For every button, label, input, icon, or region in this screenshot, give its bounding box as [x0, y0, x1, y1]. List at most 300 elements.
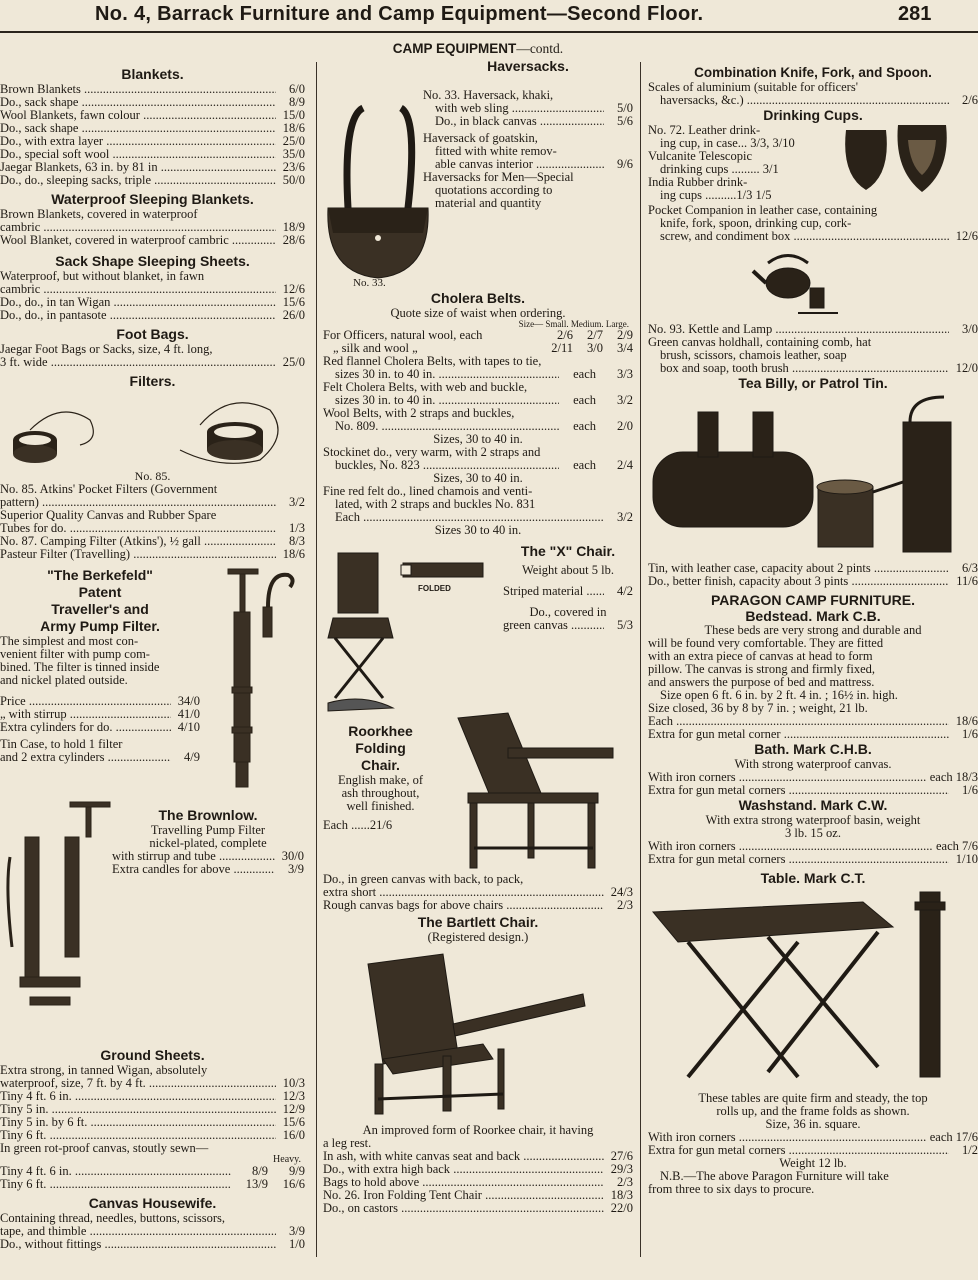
- item-price: 8/9: [252, 1164, 268, 1178]
- price-row: [660, 94, 978, 107]
- item-label: Wool Blanket, covered in waterproof cambric .....: [0, 234, 276, 247]
- text-line: drinking cups ......... 3/1: [660, 162, 779, 176]
- item-price: 6/3: [962, 561, 978, 575]
- text-line: Red flannel Cholera Belts, with tapes to tie,: [323, 354, 542, 368]
- item-label: With iron corners .....: [648, 840, 933, 853]
- column-left: [0, 40, 305, 1251]
- price-list-filters-b: [0, 522, 305, 561]
- price-row: [0, 122, 305, 135]
- item-price: 3/2: [617, 393, 633, 407]
- text-line: Sizes 30 to 40 in.: [434, 523, 522, 537]
- filters-caption: No. 85.: [134, 469, 171, 483]
- item-price: 9/9: [289, 1164, 305, 1178]
- item-price: 28/6: [282, 233, 305, 247]
- item-label: Each .....: [335, 511, 604, 524]
- item-price: 18/6: [282, 121, 305, 135]
- price-row: [0, 148, 305, 161]
- text-line: Weight 12 lb.: [779, 1156, 847, 1170]
- item-label: Bags to hold above .....: [323, 1176, 604, 1189]
- text-line: (Registered design.): [427, 930, 529, 944]
- price-large: 3/4: [617, 341, 633, 355]
- text-line: pillow. The canvas is strong and firmly fixed,: [648, 662, 876, 676]
- text-line: Haversack of goatskin,: [423, 131, 538, 145]
- text-line: These tables are quite firm and steady, the top: [698, 1091, 928, 1105]
- item-price: 35/0: [282, 147, 305, 161]
- price-row: [648, 853, 978, 866]
- heading-berkefeld: "The Berkefeld": [47, 567, 153, 583]
- item-label: 3 ft. wide .....: [0, 356, 276, 369]
- price-row: [648, 575, 978, 588]
- roorkhee-price: Each ......21/6: [323, 818, 393, 832]
- price-list-ground: [0, 1077, 305, 1142]
- item-label: No. 26. Iron Folding Tent Chair .....: [323, 1189, 604, 1202]
- text-line: Superior Quality Canvas and Rubber Spare: [0, 508, 217, 522]
- text-line: fitted with white remov-: [435, 144, 557, 158]
- text-line: lated, with 2 straps and buckles No. 831: [335, 497, 536, 511]
- item-price: 3/9: [289, 1224, 305, 1238]
- contd-label: —contd.: [516, 41, 564, 56]
- text-line: Sizes, 30 to 40 in.: [433, 471, 523, 485]
- item-price: 8/9: [289, 95, 305, 109]
- price-list-tea-billy: [648, 562, 978, 588]
- text-line: N.B.—The above Paragon Furniture will take: [660, 1169, 889, 1183]
- price-row: [0, 1225, 305, 1238]
- text-line: Size closed, 36 by 8 by 7 in. ; weight, 21 lb.: [648, 701, 868, 715]
- price-row: [648, 784, 978, 797]
- text-line: brush, scissors, chamois leather, soap: [660, 348, 847, 362]
- item-price: 12/3: [282, 1089, 305, 1103]
- price-row: [0, 96, 305, 109]
- price-row: [112, 850, 304, 863]
- item-label: Tubes for do. .....: [0, 522, 276, 535]
- heading-roorkhee-3: Chair.: [361, 757, 400, 773]
- heading-blankets: Blankets.: [121, 66, 184, 82]
- kettle-illustration: [648, 243, 978, 323]
- heading-housewife: Canvas Housewife.: [88, 1195, 217, 1211]
- item-price: 34/0: [177, 694, 200, 708]
- price-row: [0, 1116, 305, 1129]
- text-line: quotations according to: [435, 183, 553, 197]
- text-line: Travelling Pump Filter: [150, 823, 266, 837]
- item-price: 18/9: [282, 220, 305, 234]
- item-label: Extra cylinders for do. .....: [0, 721, 171, 734]
- item-price: 18/6: [955, 714, 978, 728]
- haversack-caption: No. 33.: [353, 277, 386, 288]
- text-line: India Rubber drink-: [648, 175, 748, 189]
- item-price: 1/0: [289, 1237, 305, 1251]
- text-line: Vulcanite Telescopic: [648, 149, 753, 163]
- cups-illustration: [836, 120, 956, 198]
- item-price: 2/4: [617, 458, 633, 472]
- price-row: [0, 708, 200, 721]
- item-price: 6/0: [289, 82, 305, 96]
- heading-sack-shape: Sack Shape Sleeping Sheets.: [55, 253, 250, 269]
- price-row: [0, 522, 305, 535]
- item-label: Do., do., sleeping sacks, triple .....: [0, 174, 276, 187]
- text-line: bined. The filter is tinned inside: [0, 660, 160, 674]
- text-line: ing cup, in case... 3/3, 3/10: [660, 136, 795, 150]
- item-label: Do., with extra high back .....: [323, 1163, 604, 1176]
- item-label: Tiny 4 ft. 6 in. .....: [0, 1090, 276, 1103]
- price-row: [323, 1189, 633, 1202]
- item-price: 9/6: [617, 157, 633, 171]
- item-price: 15/6: [282, 1115, 305, 1129]
- item-price: each 7/6: [936, 839, 978, 853]
- text-line: well finished.: [346, 799, 415, 813]
- price-row: [0, 1077, 305, 1090]
- price-list-foot: [0, 356, 305, 369]
- haversack-illustration: [323, 98, 433, 288]
- price-row: [648, 840, 978, 853]
- text-line: Brown Blankets, covered in waterproof: [0, 207, 198, 221]
- item-label: cambric .....: [0, 221, 276, 234]
- heading-bartlett: The Bartlett Chair.: [417, 914, 539, 930]
- price-row: [112, 863, 304, 876]
- item-label: Extra for gun metal corners .....: [648, 1144, 949, 1157]
- item-label: Extra for gun metal corners .....: [648, 784, 949, 797]
- heading-filters: Filters.: [129, 373, 176, 389]
- item-price: 2/3: [617, 898, 633, 912]
- text-line: Jaegar Foot Bags or Sacks, size, 4 ft. long,: [0, 342, 213, 356]
- item-label: Tiny 6 ft. .....: [0, 1129, 276, 1142]
- item-price: 10/3: [282, 1076, 305, 1090]
- haversack-block: [323, 58, 633, 290]
- item-label: Do., in black canvas .....: [435, 115, 604, 128]
- heading-cholera-belts: Cholera Belts.: [430, 290, 526, 306]
- item-label: Tiny 5 in. .....: [0, 1103, 276, 1116]
- text-line: a leg rest.: [323, 1136, 372, 1150]
- text-line: ing cups ..........1/3 1/5: [660, 188, 772, 202]
- item-label: No. 87. Camping Filter (Atkins'), ½ gall .....: [0, 535, 276, 548]
- heading-waterproof-blankets: Waterproof Sleeping Blankets.: [51, 191, 254, 207]
- price-list-waterproof: [0, 221, 305, 247]
- price-list-housewife: [0, 1225, 305, 1251]
- heading-tea-billy: Tea Billy, or Patrol Tin.: [738, 375, 888, 391]
- item-label: No. 93. Kettle and Lamp .....: [648, 323, 949, 336]
- berkefeld-block: [0, 567, 305, 797]
- item-label: Wool Blankets, fawn colour .....: [0, 109, 276, 122]
- item-price: 41/0: [177, 707, 200, 721]
- item-label: pattern) .....: [0, 496, 276, 509]
- text-line: will be found very comfortable. They are fitted: [648, 636, 884, 650]
- item-price: 4/10: [177, 720, 200, 734]
- tea-billy-illustration: [648, 392, 978, 562]
- ground-heavy-label: Heavy.: [273, 1154, 301, 1165]
- price-list-sack: [0, 283, 305, 322]
- price-list-pocket: [648, 230, 978, 243]
- row-label: „ silk and wool „: [333, 342, 418, 355]
- price-list-bath: [648, 771, 978, 797]
- item-price: 5/6: [617, 114, 633, 128]
- item-label: cambric .....: [0, 283, 276, 296]
- price-list-roorkhee: [323, 886, 633, 912]
- price-list-bartlett: [323, 1150, 633, 1215]
- price-list-ground-b: [0, 1165, 305, 1191]
- item-label: able canvas interior .....: [435, 158, 604, 171]
- price-row: [0, 296, 305, 309]
- text-line: Pocket Companion in leather case, containing: [648, 203, 878, 217]
- price-row: [0, 234, 305, 247]
- heading-washstand: Washstand. Mark C.W.: [738, 797, 888, 813]
- item-price: 8/3: [289, 534, 305, 548]
- item-price: 29/3: [610, 1162, 633, 1176]
- item-label: haversacks, &c.) .....: [660, 94, 949, 107]
- roorkhee-illustration: [448, 708, 628, 873]
- pump-filter-illustration: [218, 567, 298, 797]
- heading-berkefeld-2: Patent: [78, 584, 122, 600]
- item-price: 2/6: [962, 93, 978, 107]
- item-label: Do., without fittings .....: [0, 1238, 276, 1251]
- price-row: [503, 585, 633, 598]
- column-middle: [323, 40, 633, 1215]
- item-price: 16/0: [282, 1128, 305, 1142]
- heading-table: Table. Mark C.T.: [760, 870, 866, 886]
- price-row: [0, 695, 200, 708]
- item-price: each: [573, 393, 596, 407]
- price-list-blankets: [0, 83, 305, 187]
- item-price: each 18/3: [929, 770, 978, 784]
- price-list-x-chair-b: [503, 619, 633, 632]
- item-label: box and soap, tooth brush .....: [660, 362, 949, 375]
- text-line: 3 lb. 15 oz.: [785, 826, 841, 840]
- heading-foot-bags: Foot Bags.: [116, 326, 189, 342]
- item-price: 16/6: [282, 1177, 305, 1191]
- item-price: 3/3: [617, 367, 633, 381]
- text-line: knife, fork, spoon, drinking cup, cork-: [660, 216, 852, 230]
- bartlett-chair-illustration: [323, 944, 633, 1124]
- item-label: screw, and condiment box .....: [660, 230, 949, 243]
- price-row: [323, 1163, 633, 1176]
- heading-x-chair: The "X" Chair.: [520, 543, 616, 559]
- price-row: [660, 230, 978, 243]
- item-price: 27/6: [610, 1149, 633, 1163]
- text-line: Size open 6 ft. 6 in. by 2 ft. 4 in. ; 16½ in. high.: [660, 688, 898, 702]
- text-line: Size, 36 in. square.: [765, 1117, 861, 1131]
- price-row: [0, 1090, 305, 1103]
- item-label: and 2 extra cylinders .....: [0, 751, 171, 764]
- item-label: Rough canvas bags for above chairs .....: [323, 899, 604, 912]
- item-label: Do., sack shape .....: [0, 96, 276, 109]
- text-line: rolls up, and the frame folds as shown.: [716, 1104, 910, 1118]
- item-label: No. 809. .....: [335, 420, 559, 433]
- price-row: [648, 715, 978, 728]
- price-row: [0, 535, 305, 548]
- item-price: each: [573, 458, 596, 472]
- text-line: Scales of aluminium (suitable for officers': [648, 80, 858, 94]
- price-row: [435, 115, 633, 128]
- text-line: Wool Belts, with 2 straps and buckles,: [323, 406, 515, 420]
- price-list-haversack-a: [423, 102, 633, 128]
- item-label: Extra for gun metal corner .....: [648, 728, 949, 741]
- item-label: sizes 30 in. to 40 in. .....: [335, 394, 559, 407]
- heading-roorkhee-2: Folding: [355, 740, 406, 756]
- item-label: green canvas .....: [503, 619, 604, 632]
- price-row: [323, 1150, 633, 1163]
- price-row: [323, 886, 633, 899]
- brownlow-block: [0, 797, 305, 1047]
- text-line: Containing thread, needles, buttons, scissors,: [0, 1211, 225, 1225]
- text-line: Tin Case, to hold 1 filter: [0, 737, 123, 751]
- price-row: [0, 83, 305, 96]
- price-row: [0, 109, 305, 122]
- item-label: Extra for gun metal corners .....: [648, 853, 949, 866]
- item-price: 4/2: [617, 584, 633, 598]
- price-list-x-chair: [503, 585, 633, 598]
- price-row: [0, 221, 305, 234]
- item-label: Brown Blankets .....: [0, 83, 276, 96]
- text-line: Stockinet do., very warm, with 2 straps and: [323, 445, 541, 459]
- heading-paragon: PARAGON CAMP FURNITURE.: [710, 592, 916, 608]
- filters-illustration: [0, 390, 305, 470]
- item-price: 4/9: [184, 750, 200, 764]
- item-price: 25/0: [282, 355, 305, 369]
- text-line: venient filter with pump com-: [0, 647, 150, 661]
- price-row: [323, 1176, 633, 1189]
- price-list-combination: [648, 94, 978, 107]
- price-row: [648, 771, 978, 784]
- item-label: Price .....: [0, 695, 171, 708]
- item-price: 15/6: [282, 295, 305, 309]
- text-line: and answers the purpose of bed and mattress.: [648, 675, 875, 689]
- item-label: with web sling .....: [435, 102, 604, 115]
- heading-combination: Combination Knife, Fork, and Spoon.: [694, 65, 932, 80]
- item-price: 26/0: [282, 308, 305, 322]
- price-row: [0, 161, 305, 174]
- item-label: Do., do., in tan Wigan .....: [0, 296, 276, 309]
- brownlow-illustration: [0, 797, 115, 1047]
- item-price: 2/0: [617, 419, 633, 433]
- item-label: Each .....: [648, 715, 949, 728]
- item-label: with stirrup and tube .....: [112, 850, 275, 863]
- cups-block: [648, 124, 978, 204]
- price-row: [0, 283, 305, 296]
- item-label: buckles, No. 823 .....: [335, 459, 559, 472]
- price-row: [0, 721, 200, 734]
- price-list-berkefeld: [0, 695, 200, 734]
- item-price: 18/6: [282, 547, 305, 561]
- text-line: With strong waterproof canvas.: [734, 757, 892, 771]
- item-price: 2/3: [617, 1175, 633, 1189]
- item-price: 1/3: [289, 521, 305, 535]
- item-price: 30/0: [281, 849, 304, 863]
- item-price: 3/2: [289, 495, 305, 509]
- item-label: In ash, with white canvas seat and back .....: [323, 1150, 604, 1163]
- price-medium: 2/7: [587, 328, 603, 342]
- text-line: Sizes, 30 to 40 in.: [433, 432, 523, 446]
- heading-bedstead: Bedstead. Mark C.B.: [745, 608, 881, 624]
- camp-equipment-title: CAMP EQUIPMENT: [392, 41, 517, 56]
- item-price: 3/9: [288, 862, 304, 876]
- item-price: 12/6: [282, 282, 305, 296]
- item-price: 15/0: [282, 108, 305, 122]
- text-line: No. 85. Atkins' Pocket Filters (Government: [0, 482, 218, 496]
- header-rule: [0, 31, 978, 33]
- price-list-berkefeld-b: [0, 751, 200, 764]
- price-row: [0, 174, 305, 187]
- item-label: sizes 30 in. to 40 in. .....: [335, 368, 559, 381]
- item-price: 1/6: [962, 727, 978, 741]
- folded-label: FOLDED: [418, 584, 451, 593]
- text-line: with an extra piece of canvas at head to form: [648, 649, 873, 663]
- row-label: For Officers, natural wool, each: [323, 329, 483, 342]
- text-line: An improved form of Roorkee chair, it having: [362, 1123, 594, 1137]
- item-price: 1/2: [962, 1143, 978, 1157]
- item-price: 24/3: [610, 885, 633, 899]
- item-price: 5/3: [617, 618, 633, 632]
- column-divider: [640, 62, 641, 1257]
- item-price: 50/0: [282, 173, 305, 187]
- text-line: Green canvas holdhall, containing comb, hat: [648, 335, 872, 349]
- text-line: Felt Cholera Belts, with web and buckle,: [323, 380, 528, 394]
- text-line: Fine red felt do., lined chamois and venti-: [323, 484, 533, 498]
- price-row: [648, 1131, 978, 1144]
- item-price: 12/6: [955, 229, 978, 243]
- item-label: Pasteur Filter (Travelling) .....: [0, 548, 276, 561]
- x-chair-block: [323, 543, 633, 723]
- item-label: waterproof, size, 7 ft. by 4 ft. .....: [0, 1077, 276, 1090]
- price-list-holdall: [648, 362, 978, 375]
- item-price: 22/0: [610, 1201, 633, 1215]
- item-price: 1/10: [955, 852, 978, 866]
- text-line: Haversacks for Men—Special: [423, 170, 574, 184]
- item-label: tape, and thimble .....: [0, 1225, 276, 1238]
- price-small: 2/6: [557, 328, 573, 342]
- item-price: 1/6: [962, 783, 978, 797]
- item-label: With iron corners .....: [648, 771, 927, 784]
- text-line: Weight about 5 lb.: [521, 563, 615, 577]
- page-number: 281: [898, 3, 932, 25]
- item-price: each: [573, 419, 596, 433]
- item-label: Extra candles for above .....: [112, 863, 275, 876]
- price-list-washstand: [648, 840, 978, 866]
- price-row: [435, 102, 633, 115]
- heading-ground-sheets: Ground Sheets.: [100, 1047, 205, 1063]
- price-row: [323, 899, 633, 912]
- price-row: [648, 562, 978, 575]
- heading-berkefeld-4: Army Pump Filter.: [40, 618, 160, 634]
- price-list-bedstead: [648, 715, 978, 741]
- item-label: Striped material .....: [503, 585, 604, 598]
- item-label: Do., sack shape .....: [0, 122, 276, 135]
- text-line: Extra strong, in tanned Wigan, absolutely: [0, 1063, 208, 1077]
- item-price: 25/0: [282, 134, 305, 148]
- price-row: [0, 135, 305, 148]
- text-line: These beds are very strong and durable and: [704, 623, 922, 637]
- item-label: „ with stirrup .....: [0, 708, 171, 721]
- text-line: from three to six days to procure.: [648, 1182, 815, 1196]
- item-price: each: [573, 367, 596, 381]
- item-price: 18/3: [610, 1188, 633, 1202]
- item-price: 3/0: [962, 322, 978, 336]
- heading-brownlow: The Brownlow.: [158, 807, 258, 823]
- item-label: With iron corners .....: [648, 1131, 927, 1144]
- page-header-title: No. 4, Barrack Furniture and Camp Equipment—Second Floor.: [95, 3, 704, 25]
- item-price: 23/6: [282, 160, 305, 174]
- heading-drinking-cups: Drinking Cups.: [763, 107, 863, 123]
- item-label: Tiny 4 ft. 6 in. .....: [0, 1165, 231, 1178]
- text-line: Do., in green canvas with back, to pack,: [323, 872, 524, 886]
- item-label: Do., better finish, capacity about 3 pints .....: [648, 575, 949, 588]
- text-line: No. 33. Haversack, khaki,: [423, 88, 554, 102]
- text-line: ash throughout,: [341, 786, 420, 800]
- item-label: Do., on castors .....: [323, 1202, 604, 1215]
- item-label: Jaegar Blankets, 63 in. by 81 in .....: [0, 161, 276, 174]
- price-large: 2/9: [617, 328, 633, 342]
- item-label: Tin, with leather case, capacity about 2 pints .....: [648, 562, 949, 575]
- text-line: and nickel plated outside.: [0, 673, 128, 687]
- heading-berkefeld-3: Traveller's and: [51, 601, 149, 617]
- text-line: Waterproof, but without blanket, in fawn: [0, 269, 205, 283]
